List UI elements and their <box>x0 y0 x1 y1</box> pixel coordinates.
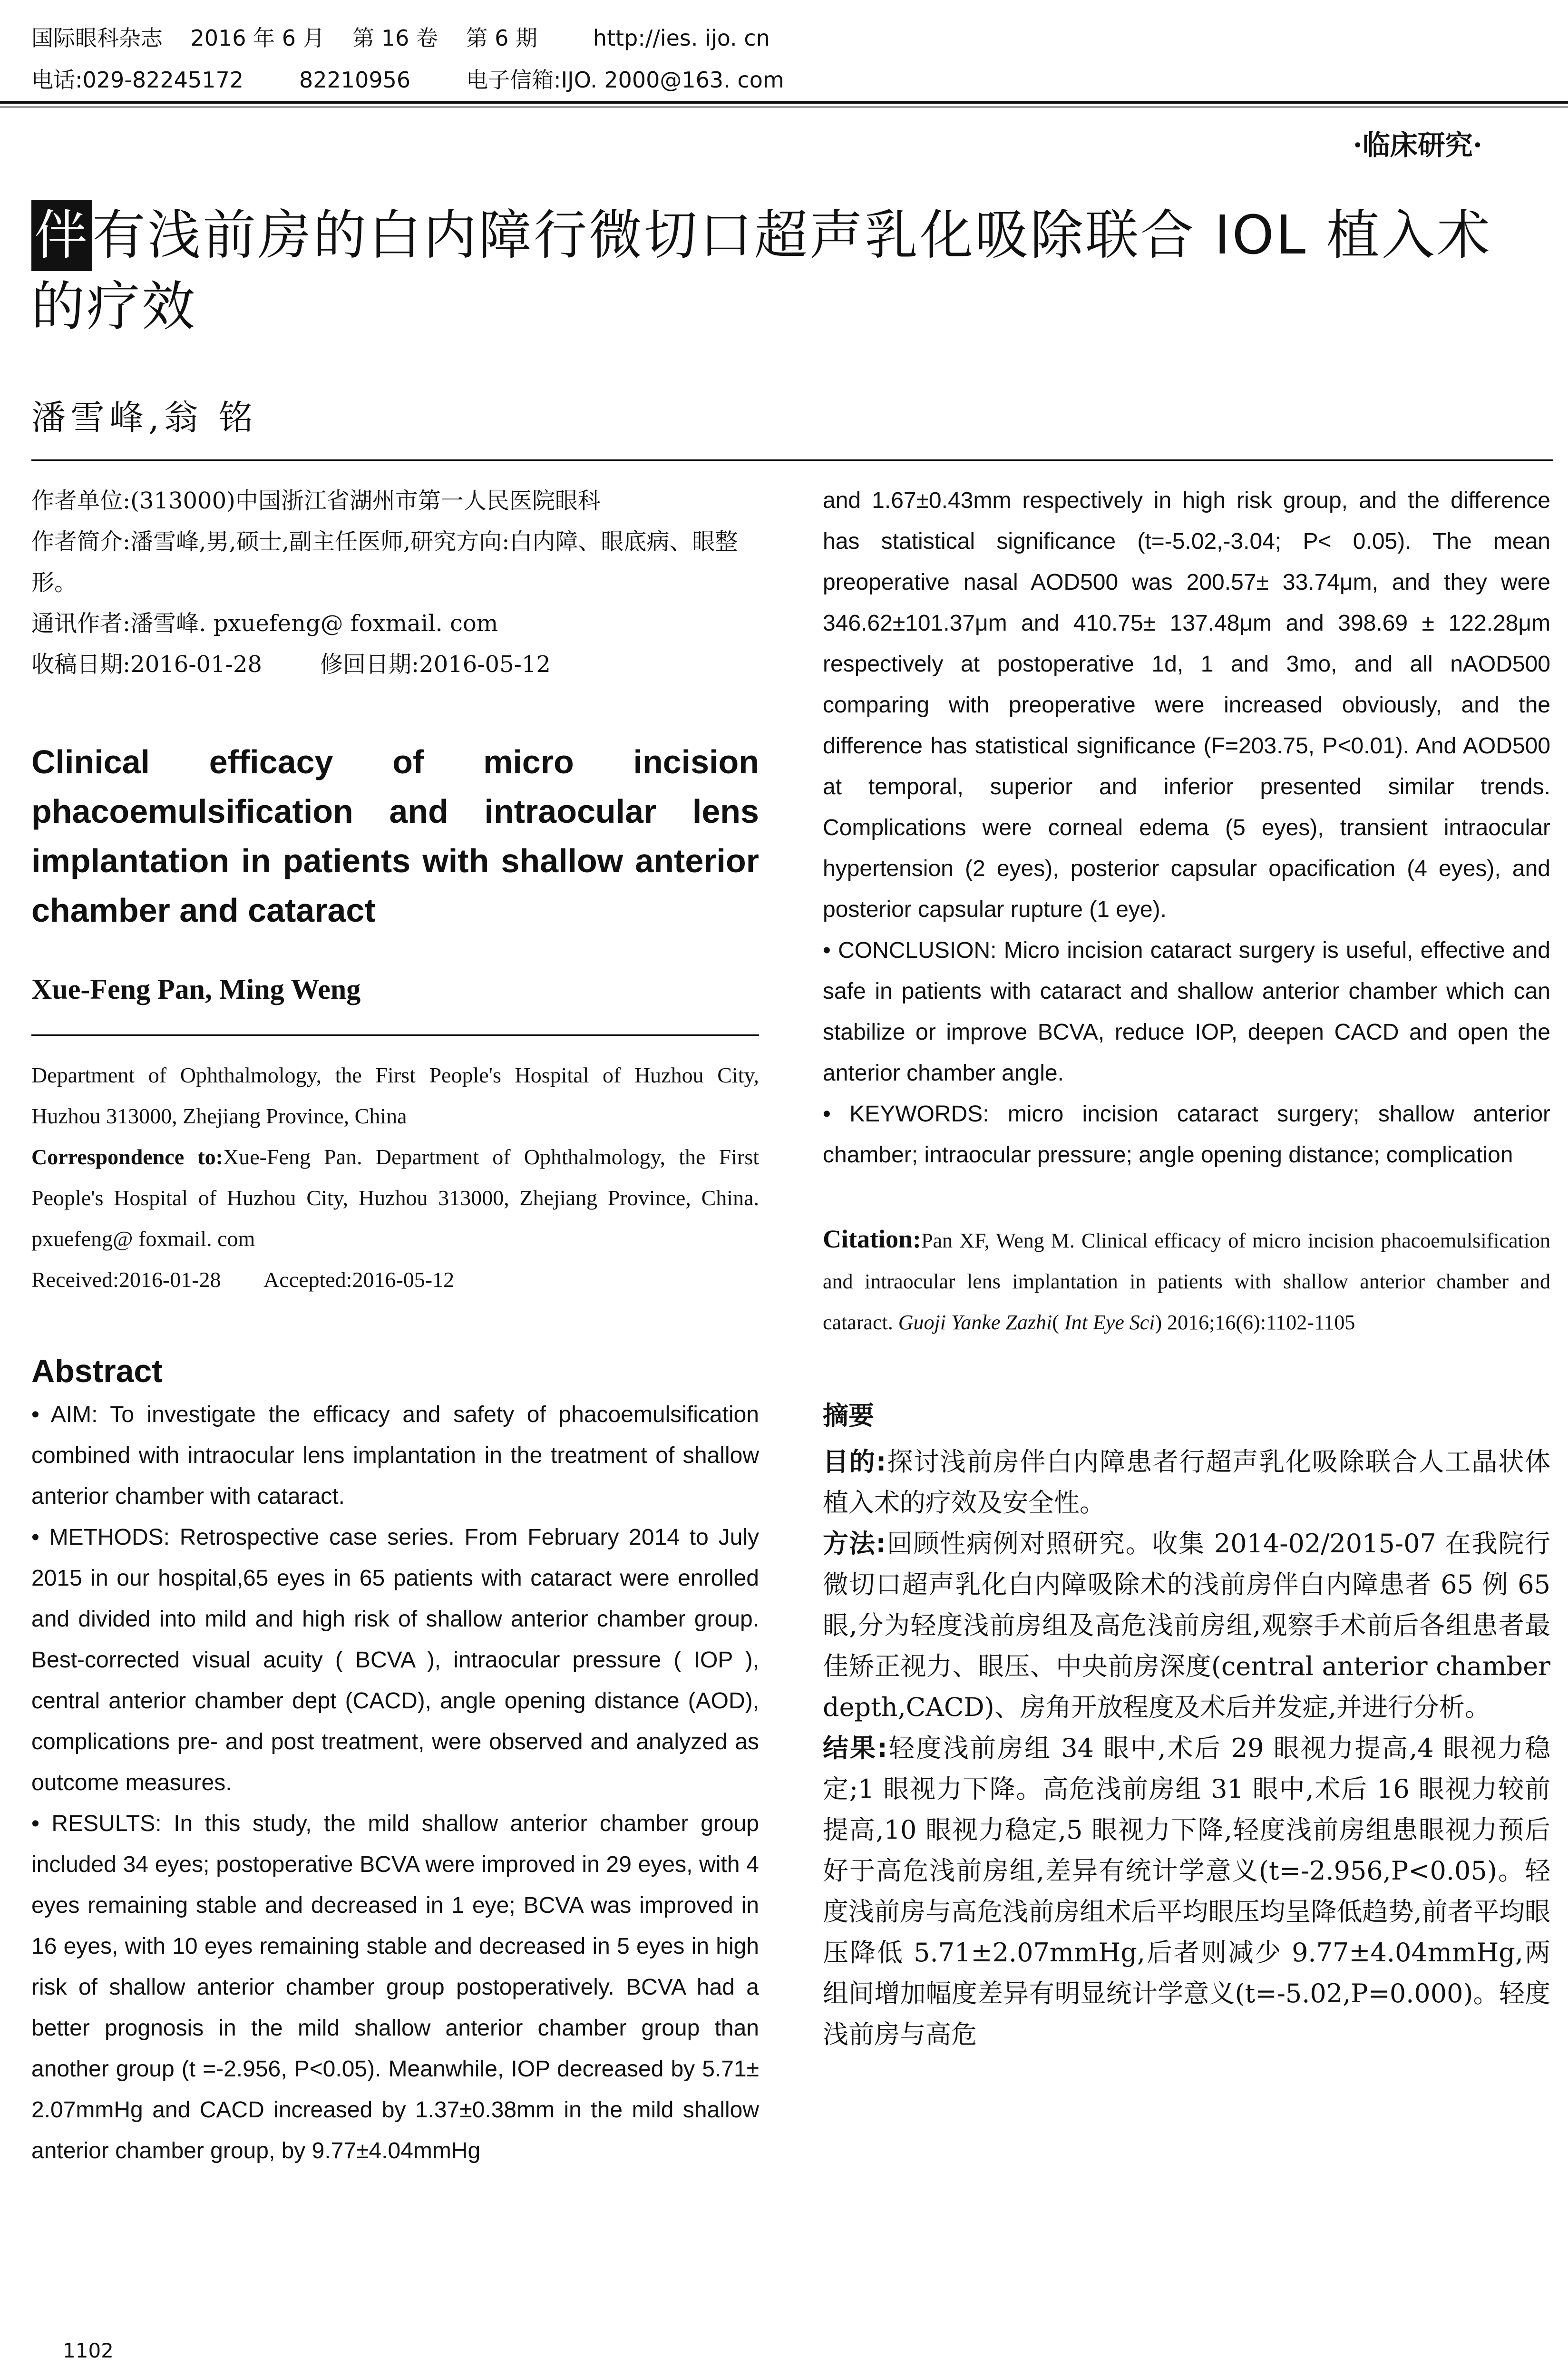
abstract-cn-heading: 摘要 <box>823 1401 874 1431</box>
affiliation-dept: Department of Ophthalmology, the First People's Hospital of Huzhou City, Huzhou 313000, Zhejiang Province, China <box>31 1063 759 1128</box>
abstract-cn-methods <box>823 1523 1550 1728</box>
divider-rule <box>31 459 1553 461</box>
header-rule <box>0 101 1568 104</box>
section-tag: ·临床研究· <box>1353 129 1482 161</box>
author-unit: 作者单位:(313000)中国浙江省湖州市第一人民医院眼科 <box>31 487 601 514</box>
authors-cn: 潘雪峰,翁 铭 <box>31 398 258 438</box>
authors-en: Xue-Feng Pan, Ming Weng <box>31 974 361 1005</box>
corresponding-author: 通讯作者:潘雪峰. pxuefeng@ foxmail. com <box>31 610 498 637</box>
abstract-cn-results-text: 轻度浅前房组 34 眼中,术后 29 眼视力提高,4 眼视力稳定;1 眼视力下降。高危浅前房组 31 眼中,术后 16 眼视力较前提高,10 眼视力稳定,5 眼视力下降,轻度浅前房组患眼视力预后好于高危浅前房组,差异有统计学意义(t=-2.956,P<0.05)。轻度浅前房与高危浅前房组术后平均眼压均呈降低趋势,前者平均眼压降低 5.71±2.07mmHg,后者则减少 9.77±4.04mmHg,两组间增加幅度差异有明显统计学意义(t=-5.02,P=0.000)。轻度浅前房与高危 <box>823 1733 1550 2049</box>
correspondence-label: Correspondence to: <box>31 1145 223 1169</box>
abstract-cn-body <box>823 1442 1550 2055</box>
article-title-en: Clinical efficacy of micro incision phacoemulsification and intraocular lens implantation in patients with shallow anterior chamber and cataract <box>31 743 759 929</box>
abstract-cn-methods-label: 方法: <box>823 1529 886 1559</box>
citation-label: Citation: <box>823 1225 921 1253</box>
title-first-char: 伴 <box>31 200 92 271</box>
article-title-cn <box>31 200 1544 342</box>
citation-volume: ) 2016;16(6):1102-1105 <box>1155 1311 1355 1334</box>
page-number: 1102 <box>63 2339 114 2362</box>
abstract-results-continued: and 1.67±0.43mm respectively in high risk group, and the difference has statistical significance (t=-5.02,-3.04; P< 0.05). The mean preoperative nasal AOD500 was 200.57± 33.74μm, and they were 346.62±101.37μm and 410.75± 137.48μm and 398.69 ± 122.28μm respectively at postoperative 1d, 1 and 3mo, and all nAOD500 comparing with preoperative were increased obviously, and the difference has statistical significance (F=203.75, P<0.01). And AOD500 at temporal, superior and inferior presented similar trends. Complications were corneal edema (5 eyes), transient intraocular hypertension (2 eyes), posterior capsular opacification (4 eyes), and posterior capsular rupture (1 eye). <box>823 488 1550 922</box>
journal-header-line-1: 国际眼科杂志 2016 年 6 月 第 16 卷 第 6 期 http://ies. ijo. cn <box>31 25 770 51</box>
citation-journal-en: Int Eye Sci <box>1064 1311 1155 1334</box>
abstract-cn-aim-label: 目的: <box>823 1447 886 1477</box>
abstract-conclusion: • CONCLUSION: Micro incision cataract surgery is useful, effective and safe in patients with cataract and shallow anterior chamber which can stabilize or improve BCVA, reduce IOP, deepen CACD and open the anterior chamber angle. <box>823 938 1550 1086</box>
received-dates: Received:2016-01-28 Accepted:2016-05-12 <box>31 1267 455 1292</box>
author-info-cn <box>31 480 759 685</box>
abstract-results: • RESULTS: In this study, the mild shallow anterior chamber group included 34 eyes; postoperative BCVA were improved in 29 eyes, with 4 eyes remaining stable and decreased in 1 eye; BCVA was improved in 16 eyes, with 10 eyes remaining stable and decreased in 5 eyes in high risk of shallow anterior chamber group postoperatively. BCVA had a better prognosis in the mild shallow anterior chamber group than another group (t =-2.956, P<0.05). Meanwhile, IOP decreased by 5.71± 2.07mmHg and CACD increased by 1.37±0.38mm in the mild shallow anterior chamber group, by 9.77±4.04mmHg <box>31 1811 759 2163</box>
right-column <box>823 480 1550 2055</box>
abstract-heading: Abstract <box>31 1353 163 1389</box>
abstract-cn-aim <box>823 1442 1550 1523</box>
citation-text: Pan XF, Weng M. Clinical efficacy of micro incision phacoemulsification and intraocular lens implantation in patients with shallow anterior chamber and cataract. <box>823 1229 1550 1334</box>
abstract-body-left <box>31 1394 759 2172</box>
abstract-cn-aim-text: 探讨浅前房伴白内障患者行超声乳化吸除联合人工晶状体植入术的疗效及安全性。 <box>823 1447 1550 1518</box>
affiliation <box>31 1055 759 1259</box>
title-text: 有浅前房的白内障行微切口超声乳化吸除联合 IOL 植入术的疗效 <box>31 205 1492 338</box>
abstract-aim: • AIM: To investigate the efficacy and safety of phacoemulsification combined with intraocular lens implantation in the treatment of shallow anterior chamber with cataract. <box>31 1402 759 1509</box>
column-rule <box>31 1034 759 1036</box>
abstract-keywords: • KEYWORDS: micro incision cataract surgery; shallow anterior chamber; intraocular pressure; angle opening distance; complication <box>823 1101 1550 1168</box>
left-column <box>31 480 759 2172</box>
dates-cn: 收稿日期:2016-01-28 修回日期:2016-05-12 <box>31 651 551 678</box>
citation <box>823 1218 1550 1343</box>
journal-header-line-2: 电话:029-82245172 82210956 电子信箱:IJO. 2000@163. com <box>31 67 784 93</box>
abstract-cn-methods-text: 回顾性病例对照研究。收集 2014-02/2015-07 在我院行微切口超声乳化白内障吸除术的浅前房伴白内障患者 65 例 65 眼,分为轻度浅前房组及高危浅前房组,观察手术前后各组患者最佳矫正视力、眼压、中央前房深度(central anterior chamber depth,CACD)、房角开放程度及术后并发症,并进行分析。 <box>823 1529 1550 1722</box>
correspondence <box>31 1137 759 1259</box>
author-bio: 作者简介:潘雪峰,男,硕士,副主任医师,研究方向:白内障、眼底病、眼整形。 <box>31 528 738 596</box>
abstract-methods: • METHODS: Retrospective case series. From February 2014 to July 2015 in our hospital,65 eyes in 65 patients with cataract were enrolled and divided into mild and high risk of shallow anterior chamber group. Best-corrected visual acuity ( BCVA ), intraocular pressure ( IOP ), central anterior chamber dept (CACD), angle opening distance (AOD), complications pre- and post treatment, were observed and analyzed as outcome measures. <box>31 1525 759 1795</box>
citation-paren: ( <box>1052 1311 1064 1334</box>
citation-journal: Guoji Yanke Zazhi <box>898 1311 1052 1334</box>
correspondence-text: Xue-Feng Pan. Department of Ophthalmology, the First People's Hospital of Huzhou City, Huzhou 313000, Zhejiang Province, China. pxuefeng@ foxmail. com <box>31 1145 760 1251</box>
abstract-cn-results <box>823 1728 1550 2055</box>
abstract-body-right <box>823 480 1550 1176</box>
abstract-cn-results-label: 结果: <box>823 1733 887 1763</box>
